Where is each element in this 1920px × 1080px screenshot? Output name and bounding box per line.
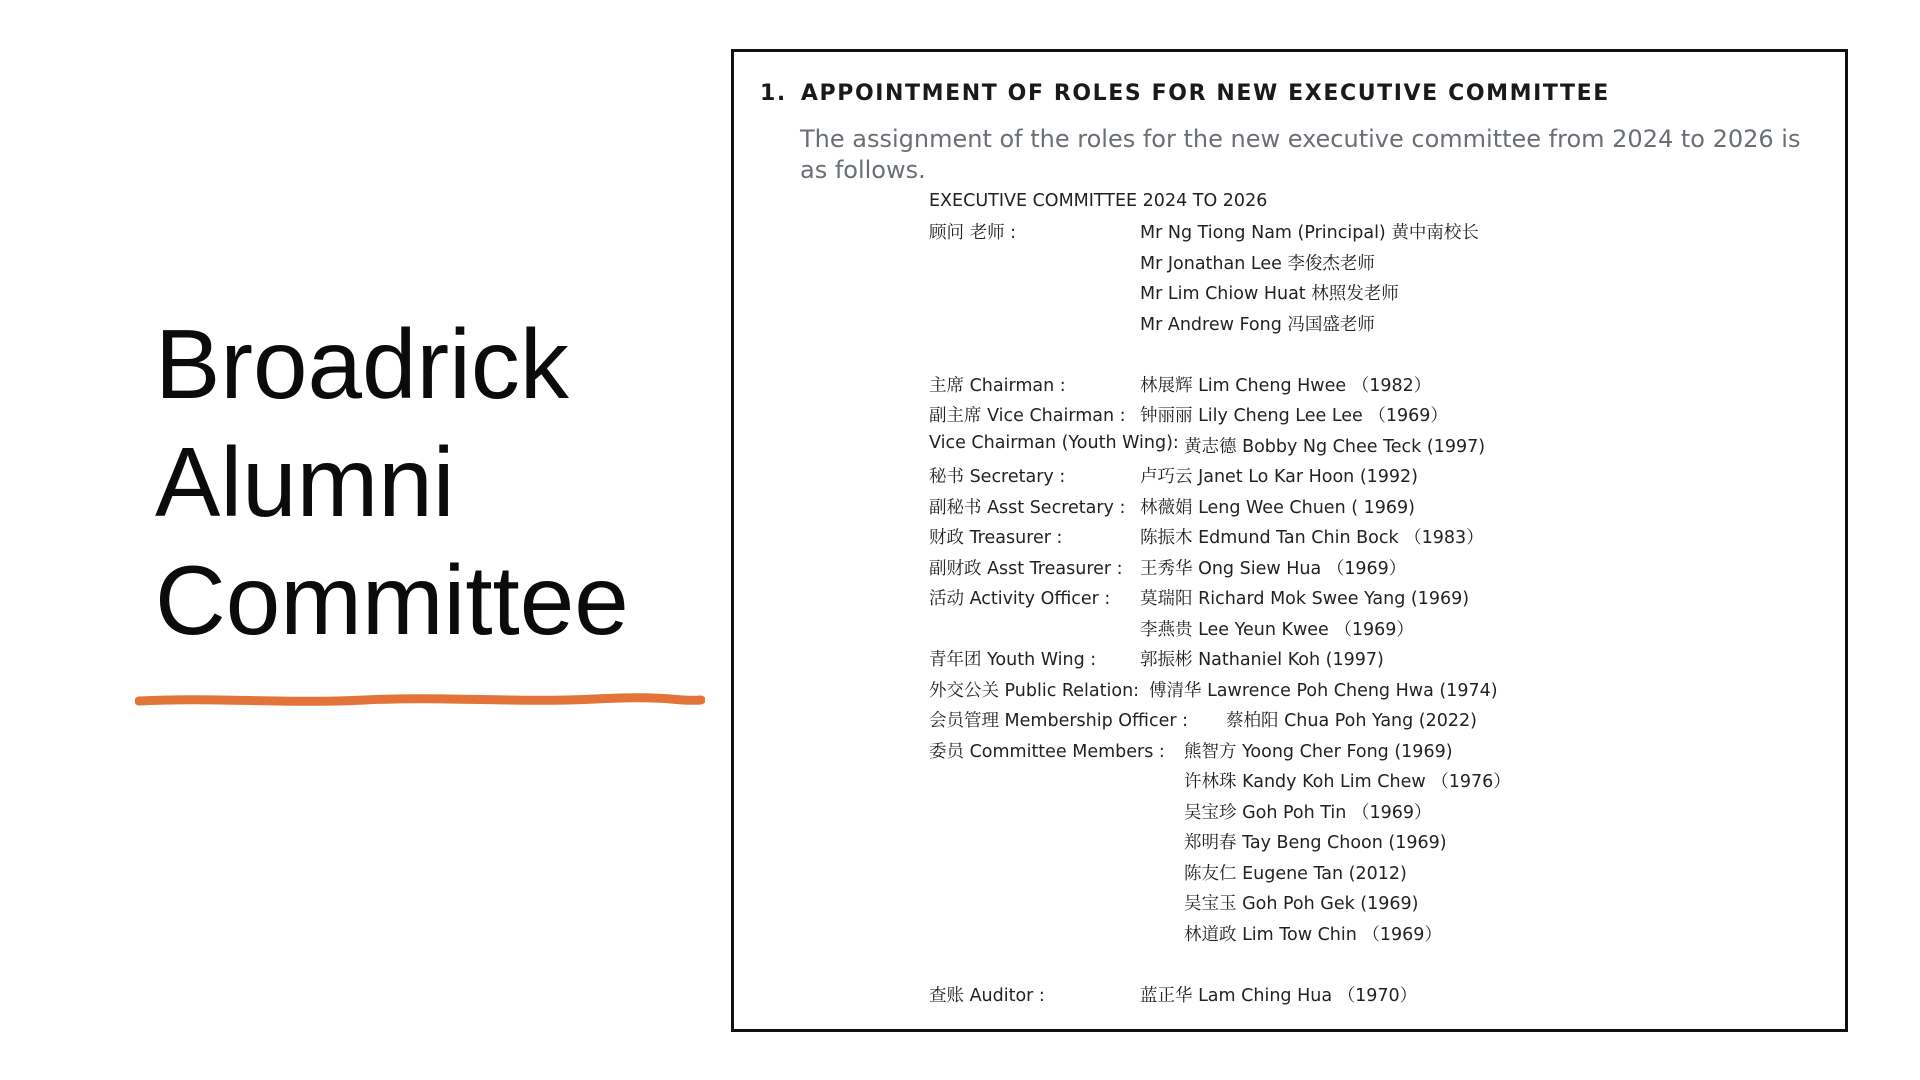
member-name: Mr Ng Tiong Nam (Principal) 黄中南校长 [1140,223,1479,243]
member-name: 吴宝珍 Goh Poh Tin （1969） [1184,802,1432,823]
intro-paragraph: The assignment of the roles for the new executive committee from 2024 to 2026 is as follows. [800,125,1801,184]
role-label: 查账 Auditor : [929,985,1045,1006]
member-name: 林道政 Lim Tow Chin （1969） [1184,924,1442,945]
member-name: 钟丽丽 Lily Cheng Lee Lee （1969） [1140,406,1448,426]
member-name: 郑明春 Tay Beng Choon (1969) [1184,833,1447,853]
member-name: 王秀华 Ong Siew Hua （1969） [1140,558,1407,579]
member-name: 李燕贵 Lee Yeun Kwee （1969） [1140,619,1414,640]
member-name: 林薇娟 Leng Wee Chuen ( 1969) [1140,497,1415,518]
slide-title-line-2: Alumni [155,427,455,537]
member-name: Mr Lim Chiow Huat 林照发老师 [1140,284,1399,304]
role-label: 委员 Committee Members : [929,741,1165,762]
role-label: 外交公关 Public Relation: [929,680,1140,701]
member-name: 黄志德 Bobby Ng Chee Teck (1997) [1184,436,1486,457]
section-heading-text: APPOINTMENT OF ROLES FOR NEW EXECUTIVE COMMITTEE [800,81,1610,106]
role-label: 秘书 Secretary : [929,467,1066,487]
member-name: Mr Andrew Fong 冯国盛老师 [1140,314,1375,335]
role-label: 青年团 Youth Wing : [929,650,1097,670]
role-label: 财政 Treasurer : [929,528,1063,548]
committee-title: EXECUTIVE COMMITTEE 2024 TO 2026 [929,191,1268,211]
role-label: 主席 Chairman : [929,375,1066,396]
member-name: 莫瑞阳 Richard Mok Swee Yang (1969) [1140,589,1470,609]
role-label: 副秘书 Asst Secretary : [929,497,1126,518]
slide-title-line-1: Broadrick [155,309,569,419]
member-name: 蓝正华 Lam Ching Hua （1970） [1140,985,1418,1006]
member-name: 吴宝玉 Goh Poh Gek (1969) [1184,894,1419,914]
slide-title-line-3: Committee [155,545,629,655]
section-number: 1. [760,81,787,106]
member-name: 蔡柏阳 Chua Poh Yang (2022) [1226,711,1477,731]
member-name: 陈友仁 Eugene Tan (2012) [1184,863,1407,884]
member-name: 许林珠 Kandy Koh Lim Chew （1976） [1184,772,1511,792]
member-name: 傅清华 Lawrence Poh Cheng Hwa (1974) [1149,680,1498,701]
role-label: 副财政 Asst Treasurer : [929,558,1123,579]
role-label: 活动 Activity Officer : [929,589,1111,609]
role-label: Vice Chairman (Youth Wing): [929,432,1179,453]
member-name: Mr Jonathan Lee 李俊杰老师 [1140,253,1375,274]
member-name: 郭振彬 Nathaniel Koh (1997) [1140,650,1384,670]
role-label: 顾问 老师 : [929,223,1017,243]
member-name: 卢巧云 Janet Lo Kar Hoon (1992) [1140,467,1419,487]
member-name: 熊智方 Yoong Cher Fong (1969) [1184,741,1453,762]
accent-underline [135,690,705,710]
document-panel [731,49,1848,1032]
role-label: 副主席 Vice Chairman : [929,406,1126,426]
member-name: 林展辉 Lim Cheng Hwee （1982） [1140,375,1432,396]
member-name: 陈振木 Edmund Tan Chin Bock （1983） [1140,528,1484,548]
role-label: 会员管理 Membership Officer : [929,711,1189,731]
section-heading [760,81,1610,106]
slide-title [155,305,629,659]
